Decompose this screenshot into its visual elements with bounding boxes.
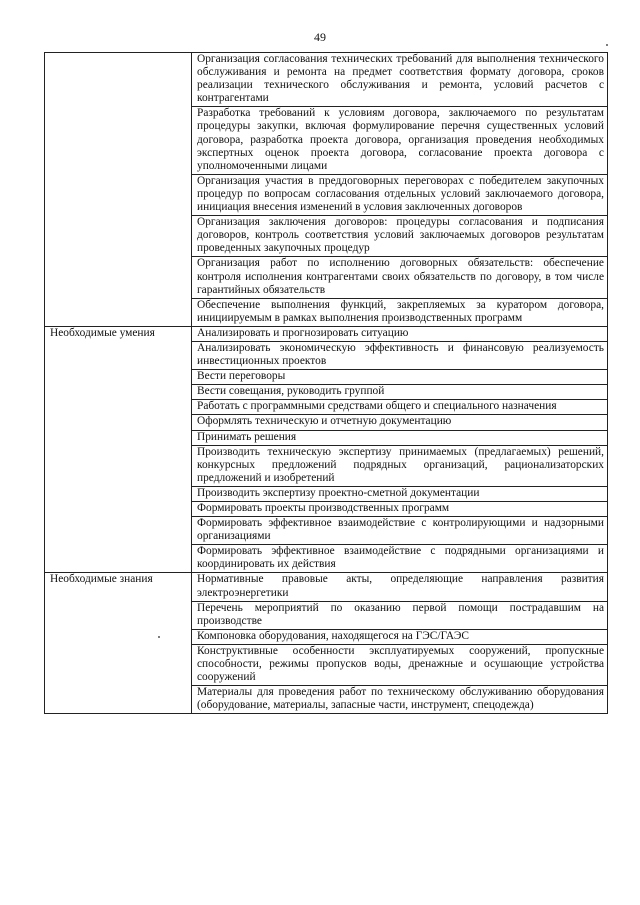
requirement-item: Оформлять техническую и отчетную документацию [192,415,608,430]
requirement-item: Организация заключения договоров: процедуры согласования и подписания договоров, контроль соответствия условий заключаемых договоров результатам проведенных закупочных процедур [192,216,608,257]
group-label: Необходимые знания [45,573,192,714]
page-number: 49 [314,30,326,44]
requirement-item: Конструктивные особенности эксплуатируемых сооружений, пропускные способности, режимы пропусков воды, дренажные и осушающие устройства сооружений [192,644,608,685]
requirement-item: Производить техническую экспертизу принимаемых (предлагаемых) решений, конкурсных предложений подрядных организаций, рационализаторских предложений и изобретений [192,445,608,486]
requirement-item: Компоновка оборудования, находящегося на ГЭС/ГАЭС [192,629,608,644]
requirement-item: Принимать решения [192,430,608,445]
requirement-item: Формировать эффективное взаимодействие с подрядными организациями и координировать их действия [192,545,608,573]
table-row [45,326,608,341]
table-row [45,573,608,601]
requirement-item: Материалы для проведения работ по техническому обслуживанию оборудования (оборудование, материалы, запасные части, инструмент, спецодежда) [192,686,608,714]
requirement-item: Анализировать экономическую эффективность и финансовую реализуемость инвестиционных проектов [192,341,608,369]
requirement-item: Работать с программными средствами общего и специального назначения [192,400,608,415]
requirements-table-body [45,53,608,714]
requirement-item: Формировать проекты производственных программ [192,502,608,517]
requirement-item: Разработка требований к условиям договора, заключаемого по результатам процедуры закупки, включая формулирование перечня существенных условий договора, разработка проекта договора, организация проведения необходимых экспертных оценок проекта договора, согласование проекта договора с уполномоченными лицами [192,107,608,174]
requirement-item: Производить экспертизу проектно-сметной документации [192,486,608,501]
requirement-item: Вести переговоры [192,370,608,385]
requirement-item: Организация работ по исполнению договорных обязательств: обеспечение контроля исполнения контрагентами своих обязательств по договору, в том числе гарантийных обязательств [192,257,608,298]
requirement-item: Перечень мероприятий по оказанию первой помощи пострадавшим на производстве [192,601,608,629]
requirement-item: Анализировать и прогнозировать ситуацию [192,326,608,341]
requirement-item: Обеспечение выполнения функций, закрепляемых за куратором договора, инициируемым в рамках выполнения производственных программ [192,298,608,326]
table-row [45,53,608,107]
requirement-item: Формировать эффективное взаимодействие с контролирующими и надзорными организациями [192,517,608,545]
requirement-item: Нормативные правовые акты, определяющие направления развития электроэнергетики [192,573,608,601]
group-label [45,53,192,327]
requirement-item: Организация согласования технических требований для выполнения технического обслуживания и ремонта на предмет соответствия формату договора, сроков реализации технического обслуживания и ремонта, условий расчетов с контрагентами [192,53,608,107]
scan-speck [606,44,608,46]
group-label: Необходимые умения [45,326,192,573]
requirement-item: Вести совещания, руководить группой [192,385,608,400]
requirement-item: Организация участия в преддоговорных переговорах с победителем закупочных процедур по вопросам согласования отдельных условий заключаемого договора, инициация внесения изменений в условия заключенных договоров [192,174,608,215]
scan-speck [158,636,160,638]
requirements-table [44,52,608,714]
